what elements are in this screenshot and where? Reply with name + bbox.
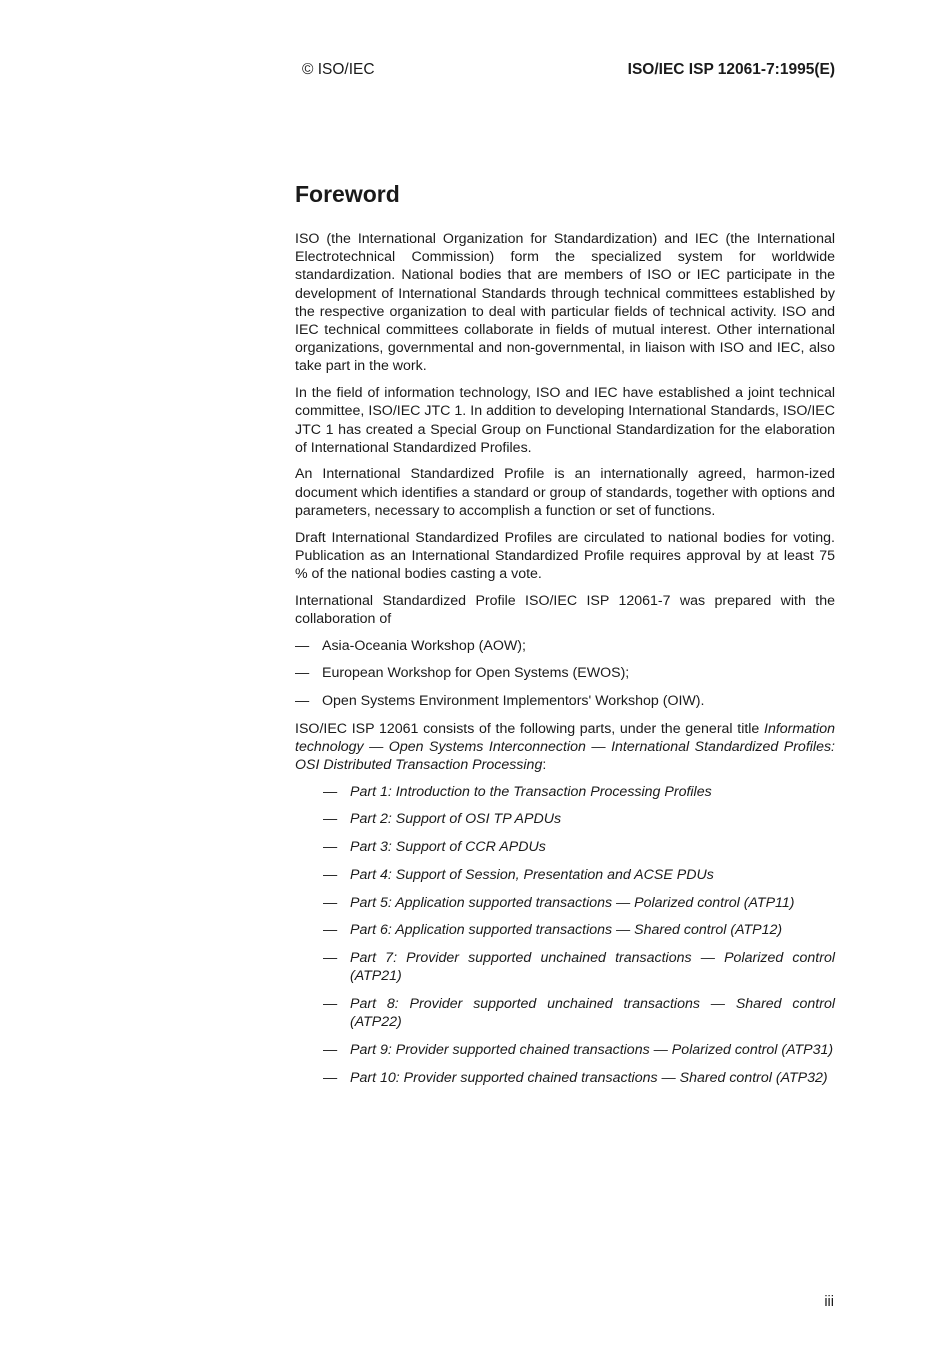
page-title: Foreword <box>295 181 400 207</box>
list-item: — European Workshop for Open Systems (EWOS); <box>295 664 835 682</box>
list-item: — Part 3: Support of CCR APDUs <box>323 838 835 856</box>
parts-list <box>323 783 835 1087</box>
paragraph-jtc1: In the field of information technology, ISO and IEC have established a joint technical committee, ISO/IEC JTC 1. In addition to developing International Standards, ISO/IEC JTC 1 has created a Special Group on Functional Standardization for the elaboration of International Standardized Profiles. <box>295 385 835 456</box>
list-item: — Part 5: Application supported transactions — Polarized control (ATP11) <box>323 894 835 912</box>
parts-general-title: Information technology — Open Systems Interconnection — International Standardized Profiles: OSI Distributed Transaction Processing <box>295 720 835 774</box>
list-item: — Open Systems Environment Implementors' Workshop (OIW). <box>295 692 835 710</box>
paragraph-parts-intro <box>295 720 835 775</box>
list-item: — Part 7: Provider supported unchained transactions — Polarized control (ATP21) <box>323 949 835 985</box>
list-item: — Part 9: Provider supported chained transactions — Polarized control (ATP31) <box>323 1041 835 1059</box>
list-item: — Part 2: Support of OSI TP APDUs <box>323 810 835 828</box>
list-item: — Asia-Oceania Workshop (AOW); <box>295 637 835 655</box>
foreword-body <box>295 230 835 1096</box>
parts-intro-text: ISO/IEC ISP 12061 consists of the following parts, under the general title <box>295 720 760 737</box>
paragraph-draft-voting: Draft International Standardized Profiles are circulated to national bodies for voting. Publication as an International Standardized Profile requires approval by at least 75 % of the national bodies casting a vote. <box>295 529 835 582</box>
paragraph-iso-iec: ISO (the International Organization for Standardization) and IEC (the International Electrotechnical Commission) form the specialized system for worldwide standardization. National bodies that are members of ISO or IEC participate in the development of International Standards through technical committees established by the respective organization to deal with particular fields of technical activity. ISO and IEC technical committees collaborate in fields of mutual interest. Other international organizations, governmental and non-governmental, in liaison with ISO and IEC, also take part in the work. <box>295 231 835 375</box>
parts-intro-end: : <box>542 757 547 774</box>
list-item: — Part 4: Support of Session, Presentation and ACSE PDUs <box>323 866 835 884</box>
list-item: — Part 10: Provider supported chained transactions — Shared control (ATP32) <box>323 1069 835 1087</box>
paragraph-collaboration: International Standardized Profile ISO/IEC ISP 12061-7 was prepared with the collaboration of <box>295 592 835 627</box>
workshop-list <box>295 637 835 711</box>
list-item: — Part 8: Provider supported unchained transactions — Shared control (ATP22) <box>323 995 835 1031</box>
page-number: iii <box>824 1294 834 1310</box>
header-copyright: © ISO/IEC <box>302 61 375 78</box>
list-item: — Part 6: Application supported transactions — Shared control (ATP12) <box>323 921 835 939</box>
paragraph-isp-definition: An International Standardized Profile is an internationally agreed, harmon-ized document which identifies a standard or group of standards, together with options and parameters, necessary to accomplish a function or set of functions. <box>295 466 835 519</box>
list-item: — Part 1: Introduction to the Transaction Processing Profiles <box>323 783 835 801</box>
header-document-id: ISO/IEC ISP 12061-7:1995(E) <box>627 61 835 78</box>
